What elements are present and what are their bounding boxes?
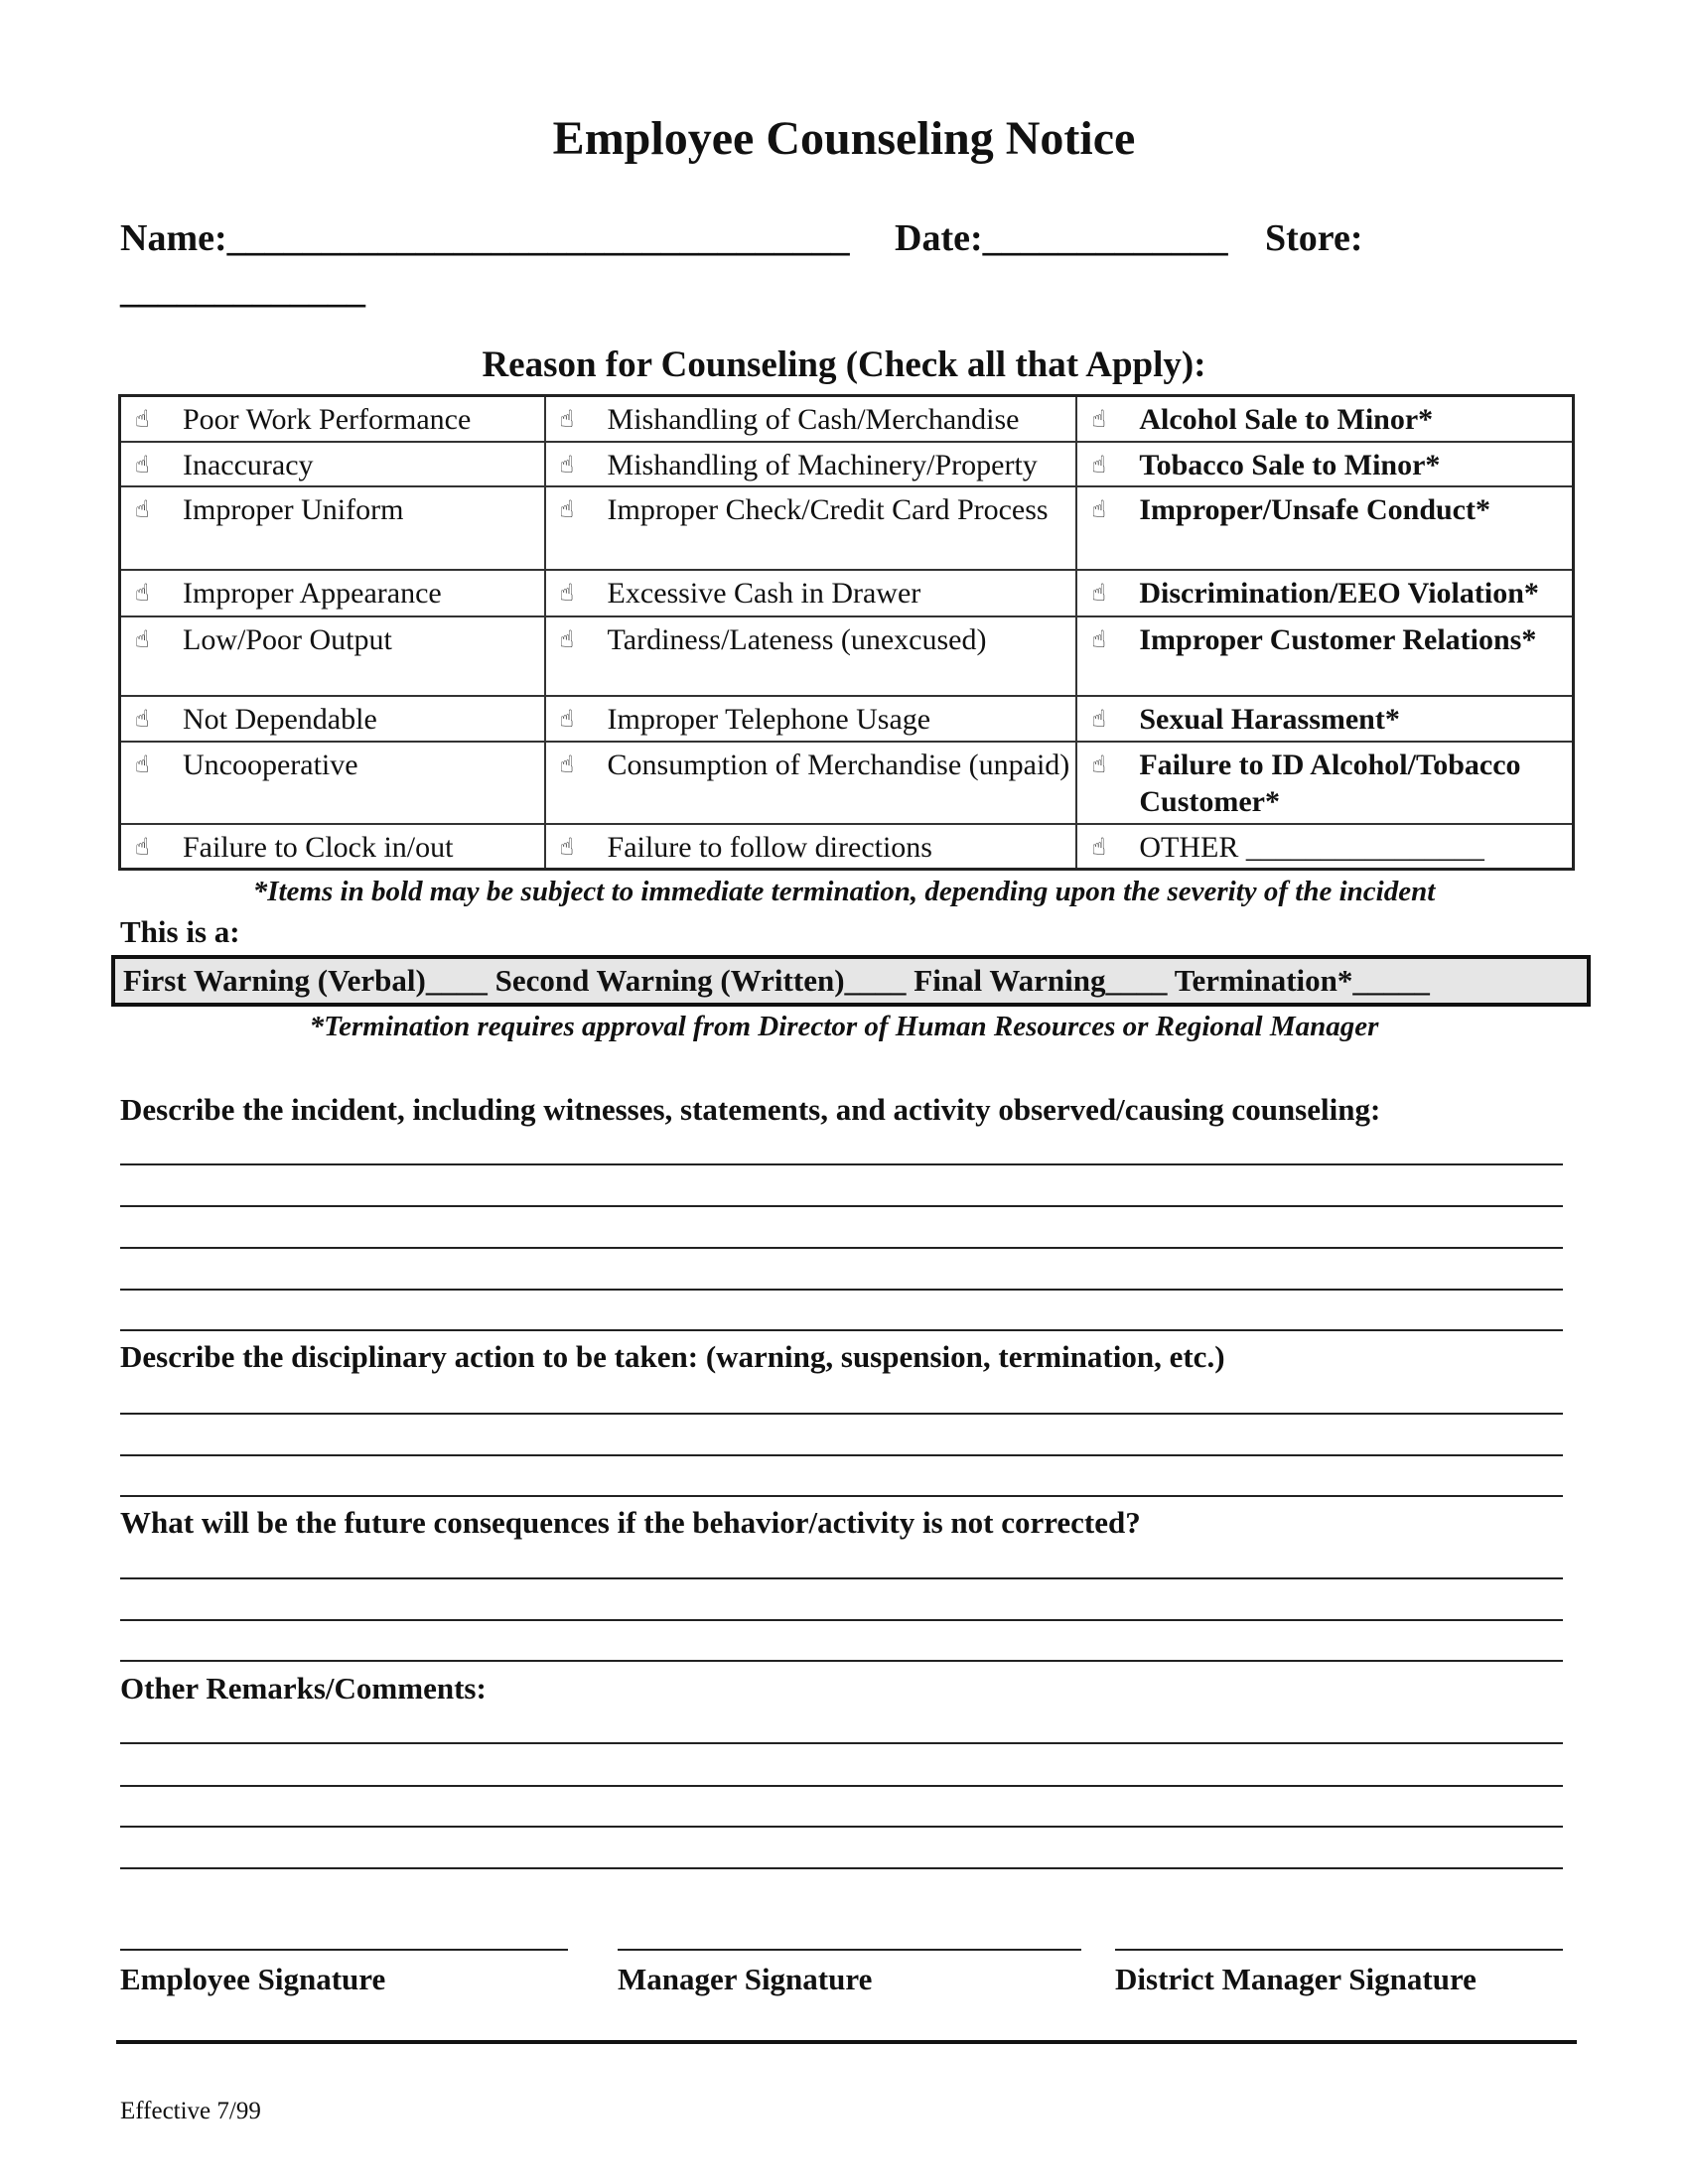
incident-line[interactable] (120, 1163, 1563, 1165)
manager-signature-line[interactable] (618, 1949, 1081, 1951)
reason-cell (120, 570, 545, 616)
pointing-hand-icon[interactable]: ☝ (559, 494, 575, 523)
incident-line[interactable] (120, 1205, 1563, 1207)
incident-question: Describe the incident, including witnesses, statements, and activity observed/causing counseling: (120, 1092, 1381, 1127)
reason-option[interactable] (560, 447, 1070, 483)
store-label: Store: (1265, 217, 1363, 259)
pointing-hand-icon[interactable]: ☝ (135, 832, 150, 861)
reason-cell (545, 396, 1077, 442)
reason-option[interactable] (135, 701, 538, 738)
reason-option[interactable] (135, 447, 538, 483)
reason-cell (545, 570, 1077, 616)
reason-cell (1076, 742, 1573, 824)
reason-label: Poor Work Performance (183, 403, 472, 436)
reason-cell (120, 442, 545, 486)
reason-label: Improper Uniform (183, 492, 404, 526)
district-signature-line[interactable] (1115, 1949, 1563, 1951)
reason-cell (120, 616, 545, 696)
manager-signature-label: Manager Signature (618, 1962, 873, 1996)
pointing-hand-icon[interactable]: ☝ (1091, 750, 1106, 778)
reason-label: Excessive Cash in Drawer (607, 576, 921, 610)
reason-row (120, 396, 1574, 442)
pointing-hand-icon[interactable]: ☝ (135, 624, 150, 653)
consequences-line[interactable] (120, 1577, 1563, 1579)
reason-label: Inaccuracy (183, 448, 314, 481)
action-question: Describe the disciplinary action to be taken: (warning, suspension, termination, etc.) (120, 1339, 1225, 1374)
pointing-hand-icon[interactable]: ☝ (1091, 405, 1106, 433)
reason-option[interactable] (560, 401, 1070, 438)
reason-label: Improper/Unsafe Conduct* (1139, 492, 1490, 526)
reason-option[interactable] (1091, 491, 1566, 528)
reason-cell (545, 442, 1077, 486)
reason-option[interactable] (560, 701, 1070, 738)
reason-option[interactable] (560, 621, 1070, 658)
pointing-hand-icon[interactable]: ☝ (1091, 450, 1106, 478)
consequences-line[interactable] (120, 1660, 1563, 1662)
reason-label: Tardiness/Lateness (unexcused) (607, 622, 987, 656)
reason-cell (1076, 442, 1573, 486)
effective-date: Effective 7/99 (120, 2098, 261, 2124)
reason-label: Failure to Clock in/out (183, 830, 454, 864)
pointing-hand-icon[interactable]: ☝ (1091, 624, 1106, 653)
reason-cell (1076, 570, 1573, 616)
reason-label: Failure to follow directions (607, 830, 932, 864)
reason-option[interactable] (135, 575, 538, 612)
pointing-hand-icon[interactable]: ☝ (1091, 704, 1106, 733)
consequences-line[interactable] (120, 1619, 1563, 1621)
reason-option[interactable] (560, 747, 1070, 783)
pointing-hand-icon[interactable]: ☝ (559, 704, 575, 733)
reason-option[interactable] (1091, 575, 1566, 612)
reason-cell (1076, 396, 1573, 442)
pointing-hand-icon[interactable]: ☝ (559, 832, 575, 861)
reason-label: Mishandling of Machinery/Property (607, 448, 1038, 481)
pointing-hand-icon[interactable]: ☝ (135, 450, 150, 478)
pointing-hand-icon[interactable]: ☝ (1091, 832, 1106, 861)
remarks-line[interactable] (120, 1742, 1563, 1744)
reason-label: Failure to ID Alcohol/Tobacco Customer* (1139, 748, 1521, 818)
reason-label: Uncooperative (183, 748, 358, 781)
consequences-question: What will be the future consequences if the behavior/activity is not corrected? (120, 1505, 1141, 1540)
reason-cell (1076, 486, 1573, 570)
pointing-hand-icon[interactable]: ☝ (559, 405, 575, 433)
incident-line[interactable] (120, 1289, 1563, 1291)
pointing-hand-icon[interactable]: ☝ (1091, 578, 1106, 607)
reason-label: Tobacco Sale to Minor* (1139, 448, 1441, 481)
pointing-hand-icon[interactable]: ☝ (1091, 494, 1106, 523)
pointing-hand-icon[interactable]: ☝ (135, 750, 150, 778)
reason-label: Improper Telephone Usage (607, 702, 931, 736)
reason-cell (120, 742, 545, 824)
remarks-line[interactable] (120, 1785, 1563, 1787)
pointing-hand-icon[interactable]: ☝ (135, 494, 150, 523)
reason-cell (545, 742, 1077, 824)
reasons-table (118, 394, 1575, 871)
reason-option[interactable] (1091, 447, 1566, 483)
reason-label: Mishandling of Cash/Merchandise (607, 403, 1020, 436)
reason-option[interactable] (1091, 401, 1566, 438)
footer-divider (116, 2040, 1577, 2044)
page-title: Employee Counseling Notice (552, 112, 1136, 165)
termination-note: *Termination requires approval from Director of Human Resources or Regional Manager (309, 1011, 1379, 1042)
reason-option[interactable] (1091, 701, 1566, 738)
reason-cell (545, 696, 1077, 742)
action-line[interactable] (120, 1413, 1563, 1415)
reason-cell (1076, 824, 1573, 870)
store-field[interactable]: _____________ (120, 269, 365, 311)
reason-option[interactable] (560, 491, 1070, 528)
reason-cell (1076, 616, 1573, 696)
reason-cell (120, 696, 545, 742)
incident-line[interactable] (120, 1247, 1563, 1249)
date-field[interactable]: Date:_____________ (895, 217, 1228, 259)
warning-type-label: This is a: (120, 914, 240, 949)
remarks-question: Other Remarks/Comments: (120, 1671, 487, 1706)
reason-label: Sexual Harassment* (1139, 702, 1400, 736)
reason-row (120, 570, 1574, 616)
remarks-line[interactable] (120, 1826, 1563, 1828)
reason-row (120, 742, 1574, 824)
employee-signature-line[interactable] (120, 1949, 568, 1951)
reason-option[interactable] (135, 747, 538, 783)
pointing-hand-icon[interactable]: ☝ (135, 405, 150, 433)
reason-label: Low/Poor Output (183, 622, 392, 656)
reason-cell (120, 396, 545, 442)
reason-row (120, 616, 1574, 696)
reason-label: Improper Appearance (183, 576, 442, 610)
action-line[interactable] (120, 1454, 1563, 1456)
pointing-hand-icon[interactable]: ☝ (559, 624, 575, 653)
reason-label: Improper Check/Credit Card Process (607, 492, 1049, 526)
reason-option[interactable] (135, 401, 538, 438)
reason-cell (545, 486, 1077, 570)
incident-line[interactable] (120, 1329, 1563, 1331)
reason-row (120, 824, 1574, 870)
reason-label: Alcohol Sale to Minor* (1139, 403, 1434, 436)
employee-signature-label: Employee Signature (120, 1962, 386, 1996)
district-signature-label: District Manager Signature (1115, 1962, 1477, 1996)
reason-option[interactable] (1091, 747, 1566, 820)
reason-label: Not Dependable (183, 702, 377, 736)
pointing-hand-icon[interactable]: ☝ (135, 578, 150, 607)
reason-option[interactable] (135, 491, 538, 528)
reason-cell (120, 486, 545, 570)
reason-label: Consumption of Merchandise (unpaid) (607, 748, 1070, 781)
pointing-hand-icon[interactable]: ☝ (559, 450, 575, 478)
reason-cell (1076, 696, 1573, 742)
bold-items-footnote: *Items in bold may be subject to immediate termination, depending upon the severity of the incident (252, 876, 1436, 907)
reason-label: Improper Customer Relations* (1139, 622, 1537, 656)
reason-cell (120, 824, 545, 870)
reason-label: OTHER ________________ (1139, 830, 1484, 864)
reason-row (120, 486, 1574, 570)
pointing-hand-icon[interactable]: ☝ (559, 578, 575, 607)
warning-type-options[interactable]: First Warning (Verbal)____ Second Warning (Written)____ Final Warning____ Termination*_____ (111, 955, 1591, 1007)
reasons-heading: Reason for Counseling (Check all that Apply): (482, 344, 1206, 385)
reason-option[interactable] (560, 829, 1070, 866)
pointing-hand-icon[interactable]: ☝ (135, 704, 150, 733)
reason-option[interactable] (1091, 621, 1566, 658)
reason-option[interactable] (135, 621, 538, 658)
reason-label: Discrimination/EEO Violation* (1139, 576, 1539, 610)
reason-option[interactable] (560, 575, 1070, 612)
remarks-line[interactable] (120, 1867, 1563, 1869)
reason-option[interactable] (1091, 829, 1566, 866)
action-line[interactable] (120, 1495, 1563, 1497)
reason-row (120, 442, 1574, 486)
reason-option[interactable] (135, 829, 538, 866)
reason-row (120, 696, 1574, 742)
reason-cell (545, 824, 1077, 870)
name-field[interactable]: Name:_________________________________ (120, 217, 850, 259)
pointing-hand-icon[interactable]: ☝ (559, 750, 575, 778)
reason-cell (545, 616, 1077, 696)
